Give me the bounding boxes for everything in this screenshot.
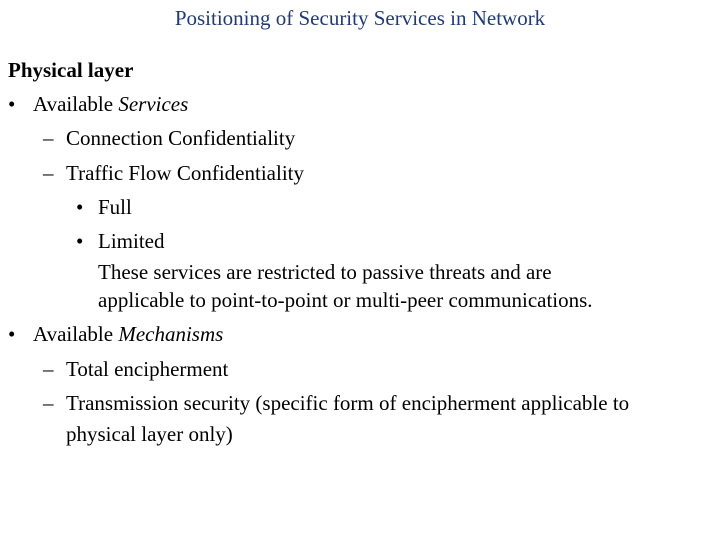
bullet-icon: • (76, 195, 84, 219)
restriction-note-line1: These services are restricted to passive threats and are (98, 260, 552, 284)
dash-icon: – (43, 126, 54, 150)
restriction-note-line2: applicable to point-to-point or multi-peer communications. (98, 288, 593, 312)
mechanisms-bullet (33, 321, 223, 347)
dash-icon: – (43, 161, 54, 185)
mechanisms-prefix: Available (33, 322, 119, 346)
transmission-security-line1: Transmission security (specific form of encipherment applicable to (66, 391, 630, 415)
bullet-icon: • (76, 229, 84, 253)
services-emphasis: Services (118, 92, 189, 116)
transmission-security-line2: physical layer only) (66, 422, 233, 446)
total-encipherment-item: Total encipherment (66, 357, 229, 381)
services-prefix: Available (33, 92, 119, 116)
slide-title: Positioning of Security Services in Network (174, 6, 546, 30)
mechanisms-emphasis: Mechanisms (118, 322, 224, 346)
bullet-icon: • (8, 92, 16, 116)
services-bullet (33, 91, 188, 117)
connection-confidentiality-item: Connection Confidentiality (66, 126, 296, 150)
traffic-flow-item: Traffic Flow Confidentiality (66, 161, 304, 185)
dash-icon: – (43, 357, 54, 381)
section-heading: Physical layer (8, 58, 134, 82)
dash-icon: – (43, 391, 54, 415)
limited-item: Limited (98, 229, 165, 253)
bullet-icon: • (8, 322, 16, 346)
full-item: Full (98, 195, 132, 219)
